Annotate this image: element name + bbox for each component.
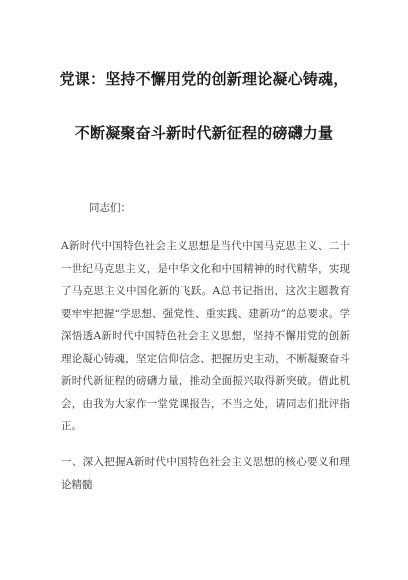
section-heading-1: 一、深入把握A新时代中国特色社会主义思想的核心要义和理论精髓	[61, 456, 350, 491]
salutation: 同志们：	[89, 202, 131, 214]
document-title-line-2: 不断凝聚奋斗新时代新征程的磅礴力量	[74, 124, 334, 142]
document-title-line-1: 党课：坚持不懈用党的创新理论凝心铸魂，	[59, 70, 349, 88]
body-paragraph-1: A新时代中国特色社会主义思想是当代中国马克思主义、二十一世纪马克思主义，是中华文化和中国精神的时代精华，实现了马克思主义中国化新的飞跃。A总书记指出，这次主题教育要牢牢把握“学思想、强党性、重实践、建新功”的总要求。学深悟透A新时代中国特色社会主义思想，坚持不懈用党的创新理论凝心铸魂，坚定信仰信念、把握历史主动，不断凝聚奋斗新时代新征程的磅礴力量，推动全面振兴取得新突破。借此机会，由我为大家作一堂党课报告，不当之处，请同志们批评指正。	[61, 240, 350, 432]
